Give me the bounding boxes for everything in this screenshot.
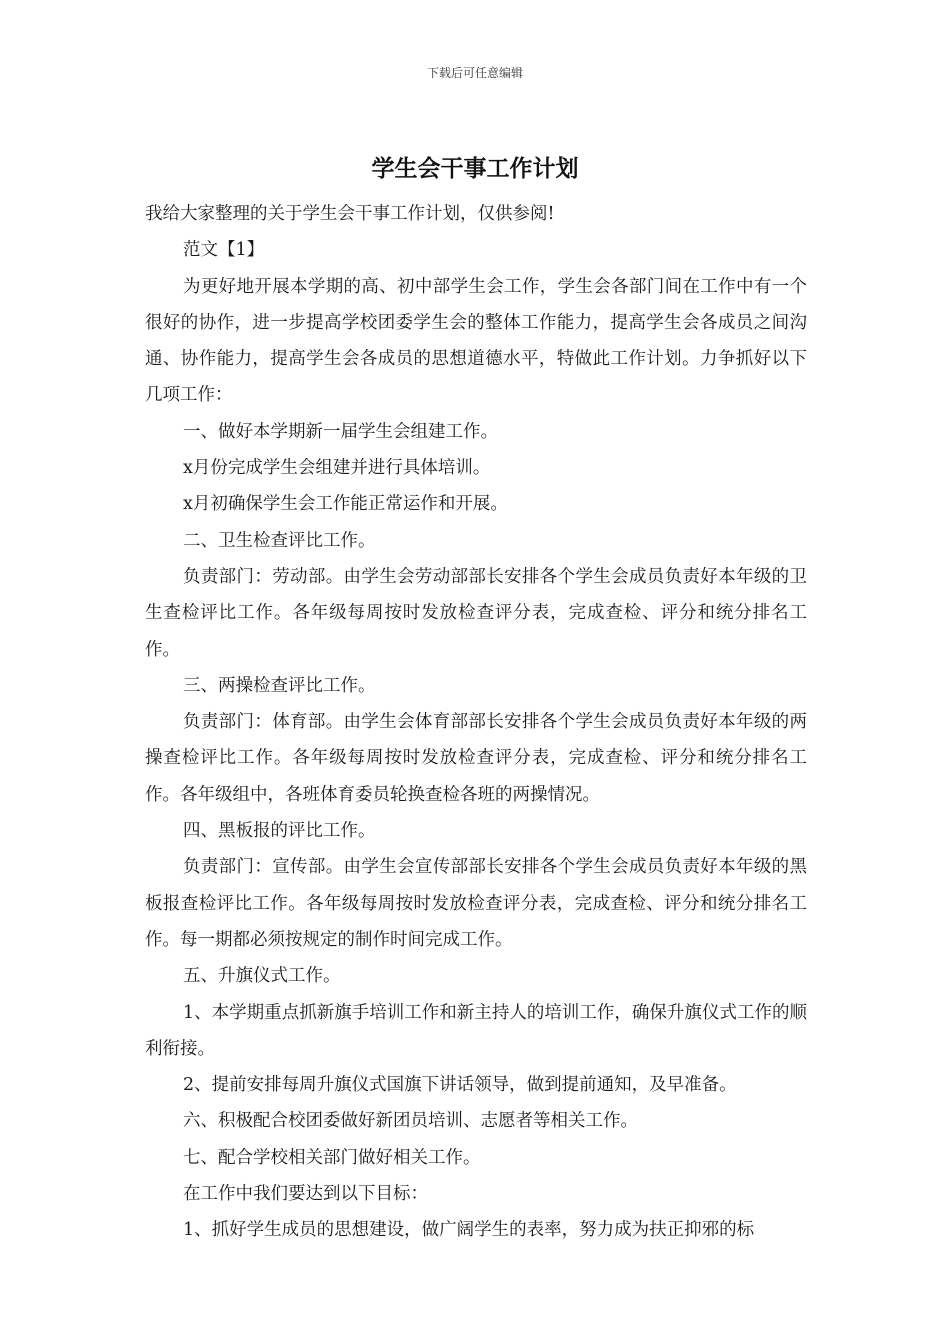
body-paragraph: 范文【1】 [183,240,265,261]
body-paragraph: 四、黑板报的评比工作。 [183,821,376,842]
header-note: 下载后可任意编辑 [426,66,523,80]
body-paragraph: 为更好地开展本学期的高、初中部学生会工作，学生会各部门间在工作中有一个很好的协作，进一步提高学校团委学生会的整体工作能力，提高学生会各成员之间沟通、协作能力，提高学生会各成员的思想道德水平，特做此工作计划。力争抓好以下几项工作： [145,276,807,406]
body-paragraph: x月初确保学生会工作能正常运作和开展。 [183,494,508,515]
body-paragraph: 六、积极配合校团委做好新团员培训、志愿者等相关工作。 [183,1111,638,1132]
body-paragraph: 一、做好本学期新一届学生会组建工作。 [183,421,498,442]
body-paragraph: 在工作中我们要达到以下目标： [183,1184,428,1205]
body-paragraph: 负责部门：劳动部。由学生会劳动部部长安排各个学生会成员负责好本年级的卫生查检评比工作。各年级每周按时发放检查评分表，完成查检、评分和统分排名工作。 [145,566,807,660]
body-paragraph: 我给大家整理的关于学生会干事工作计划，仅供参阅! [145,204,555,224]
body-paragraph: 负责部门：宣传部。由学生会宣传部部长安排各个学生会成员负责好本年级的黑板报查检评比工作。各年级每周按时发放检查评分表，完成查检、评分和统分排名工作。每一期都必须按规定的制作时间完成工作。 [145,857,807,950]
body-paragraph: 1、本学期重点抓新旗手培训工作和新主持人的培训工作，确保升旗仪式工作的顺利衔接。 [145,1002,807,1059]
body-paragraph: 二、卫生检查评比工作。 [183,530,376,551]
body-paragraph: x月份完成学生会组建并进行具体培训。 [183,458,491,479]
body-paragraph: 2、提前安排每周升旗仪式国旗下讲话领导，做到提前通知，及早准备。 [183,1075,737,1096]
body-paragraph: 五、升旗仪式工作。 [183,966,341,987]
body-paragraph: 三、两操检查评比工作。 [183,675,376,696]
body-paragraph: 七、配合学校相关部门做好相关工作。 [183,1147,481,1168]
body-paragraph: 1、抓好学生成员的思想建设，做广阔学生的表率，努力成为扶正抑邪的标 [183,1220,755,1241]
body-paragraph: 负责部门：体育部。由学生会体育部部长安排各个学生会成员负责好本年级的两操查检评比工作。各年级每周按时发放检查评分表，完成查检、评分和统分排名工作。各年级组中，各班体育委员轮换查检各班的两操情况。 [145,712,807,805]
document-title: 学生会干事工作计划 [371,156,579,182]
document-body [145,196,807,1249]
